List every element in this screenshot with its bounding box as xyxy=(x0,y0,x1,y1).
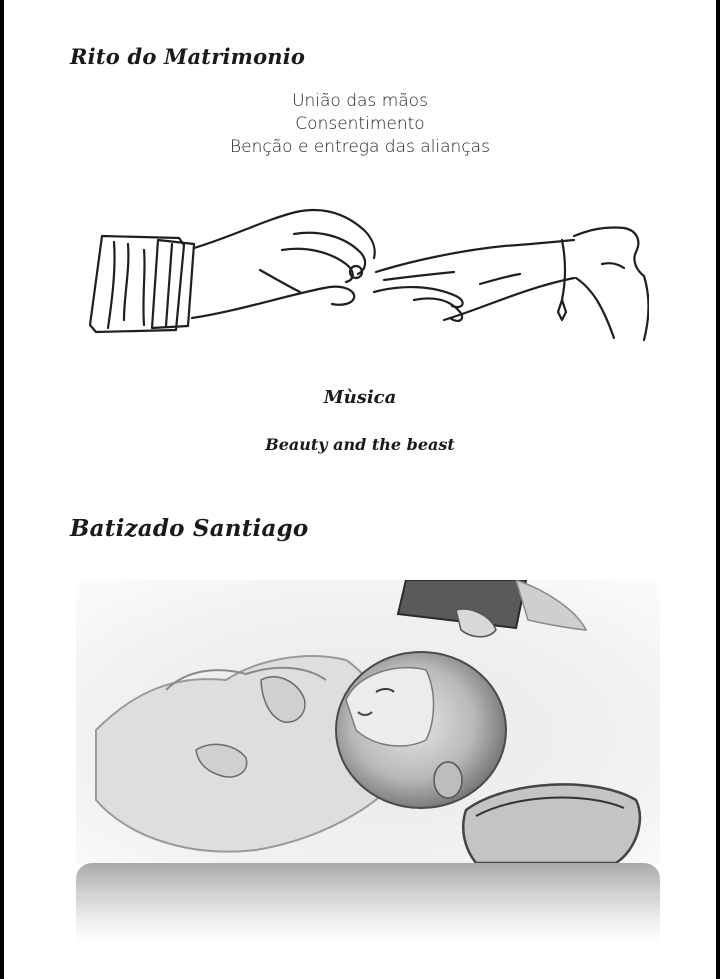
right-hand-wrist xyxy=(444,278,574,320)
music-title: Mùsica xyxy=(323,387,397,408)
left-hand-thumb xyxy=(192,287,354,318)
right-hand-crease xyxy=(480,274,520,284)
baptismal-font xyxy=(463,784,640,863)
rite-step: Benção e entrega das alianças xyxy=(230,137,490,157)
bracelet xyxy=(562,240,565,300)
bracelet-charm xyxy=(558,300,566,320)
hands-ring-illustration xyxy=(84,200,649,360)
right-sleeve-fold xyxy=(602,263,624,268)
baptism-title: Batizado Santiago xyxy=(70,515,309,542)
baby-ear xyxy=(434,762,462,798)
baby-baptism-illustration xyxy=(76,580,660,863)
music-song: Beauty and the beast xyxy=(265,435,455,454)
left-hand-palm xyxy=(260,270,300,292)
left-hand-finger xyxy=(282,249,353,282)
left-hand-finger xyxy=(294,233,365,274)
left-sleeve-fold xyxy=(108,242,115,328)
picture-reflection xyxy=(76,863,660,943)
right-hand-outline xyxy=(376,240,574,272)
left-sleeve-fold xyxy=(124,244,128,320)
left-cuff-line xyxy=(166,244,172,326)
left-cuff xyxy=(152,240,194,328)
program-page xyxy=(4,0,716,979)
rite-step: Consentimento xyxy=(295,114,425,134)
right-sleeve-fold xyxy=(576,278,614,338)
right-hand-finger xyxy=(384,272,454,280)
left-sleeve-fold xyxy=(143,250,144,325)
left-hand-outline xyxy=(194,210,375,258)
rite-steps-list xyxy=(4,90,716,159)
rite-step: União das mãos xyxy=(292,91,428,111)
right-sleeve-outline xyxy=(574,227,649,340)
rite-title: Rito do Matrimonio xyxy=(70,44,306,69)
